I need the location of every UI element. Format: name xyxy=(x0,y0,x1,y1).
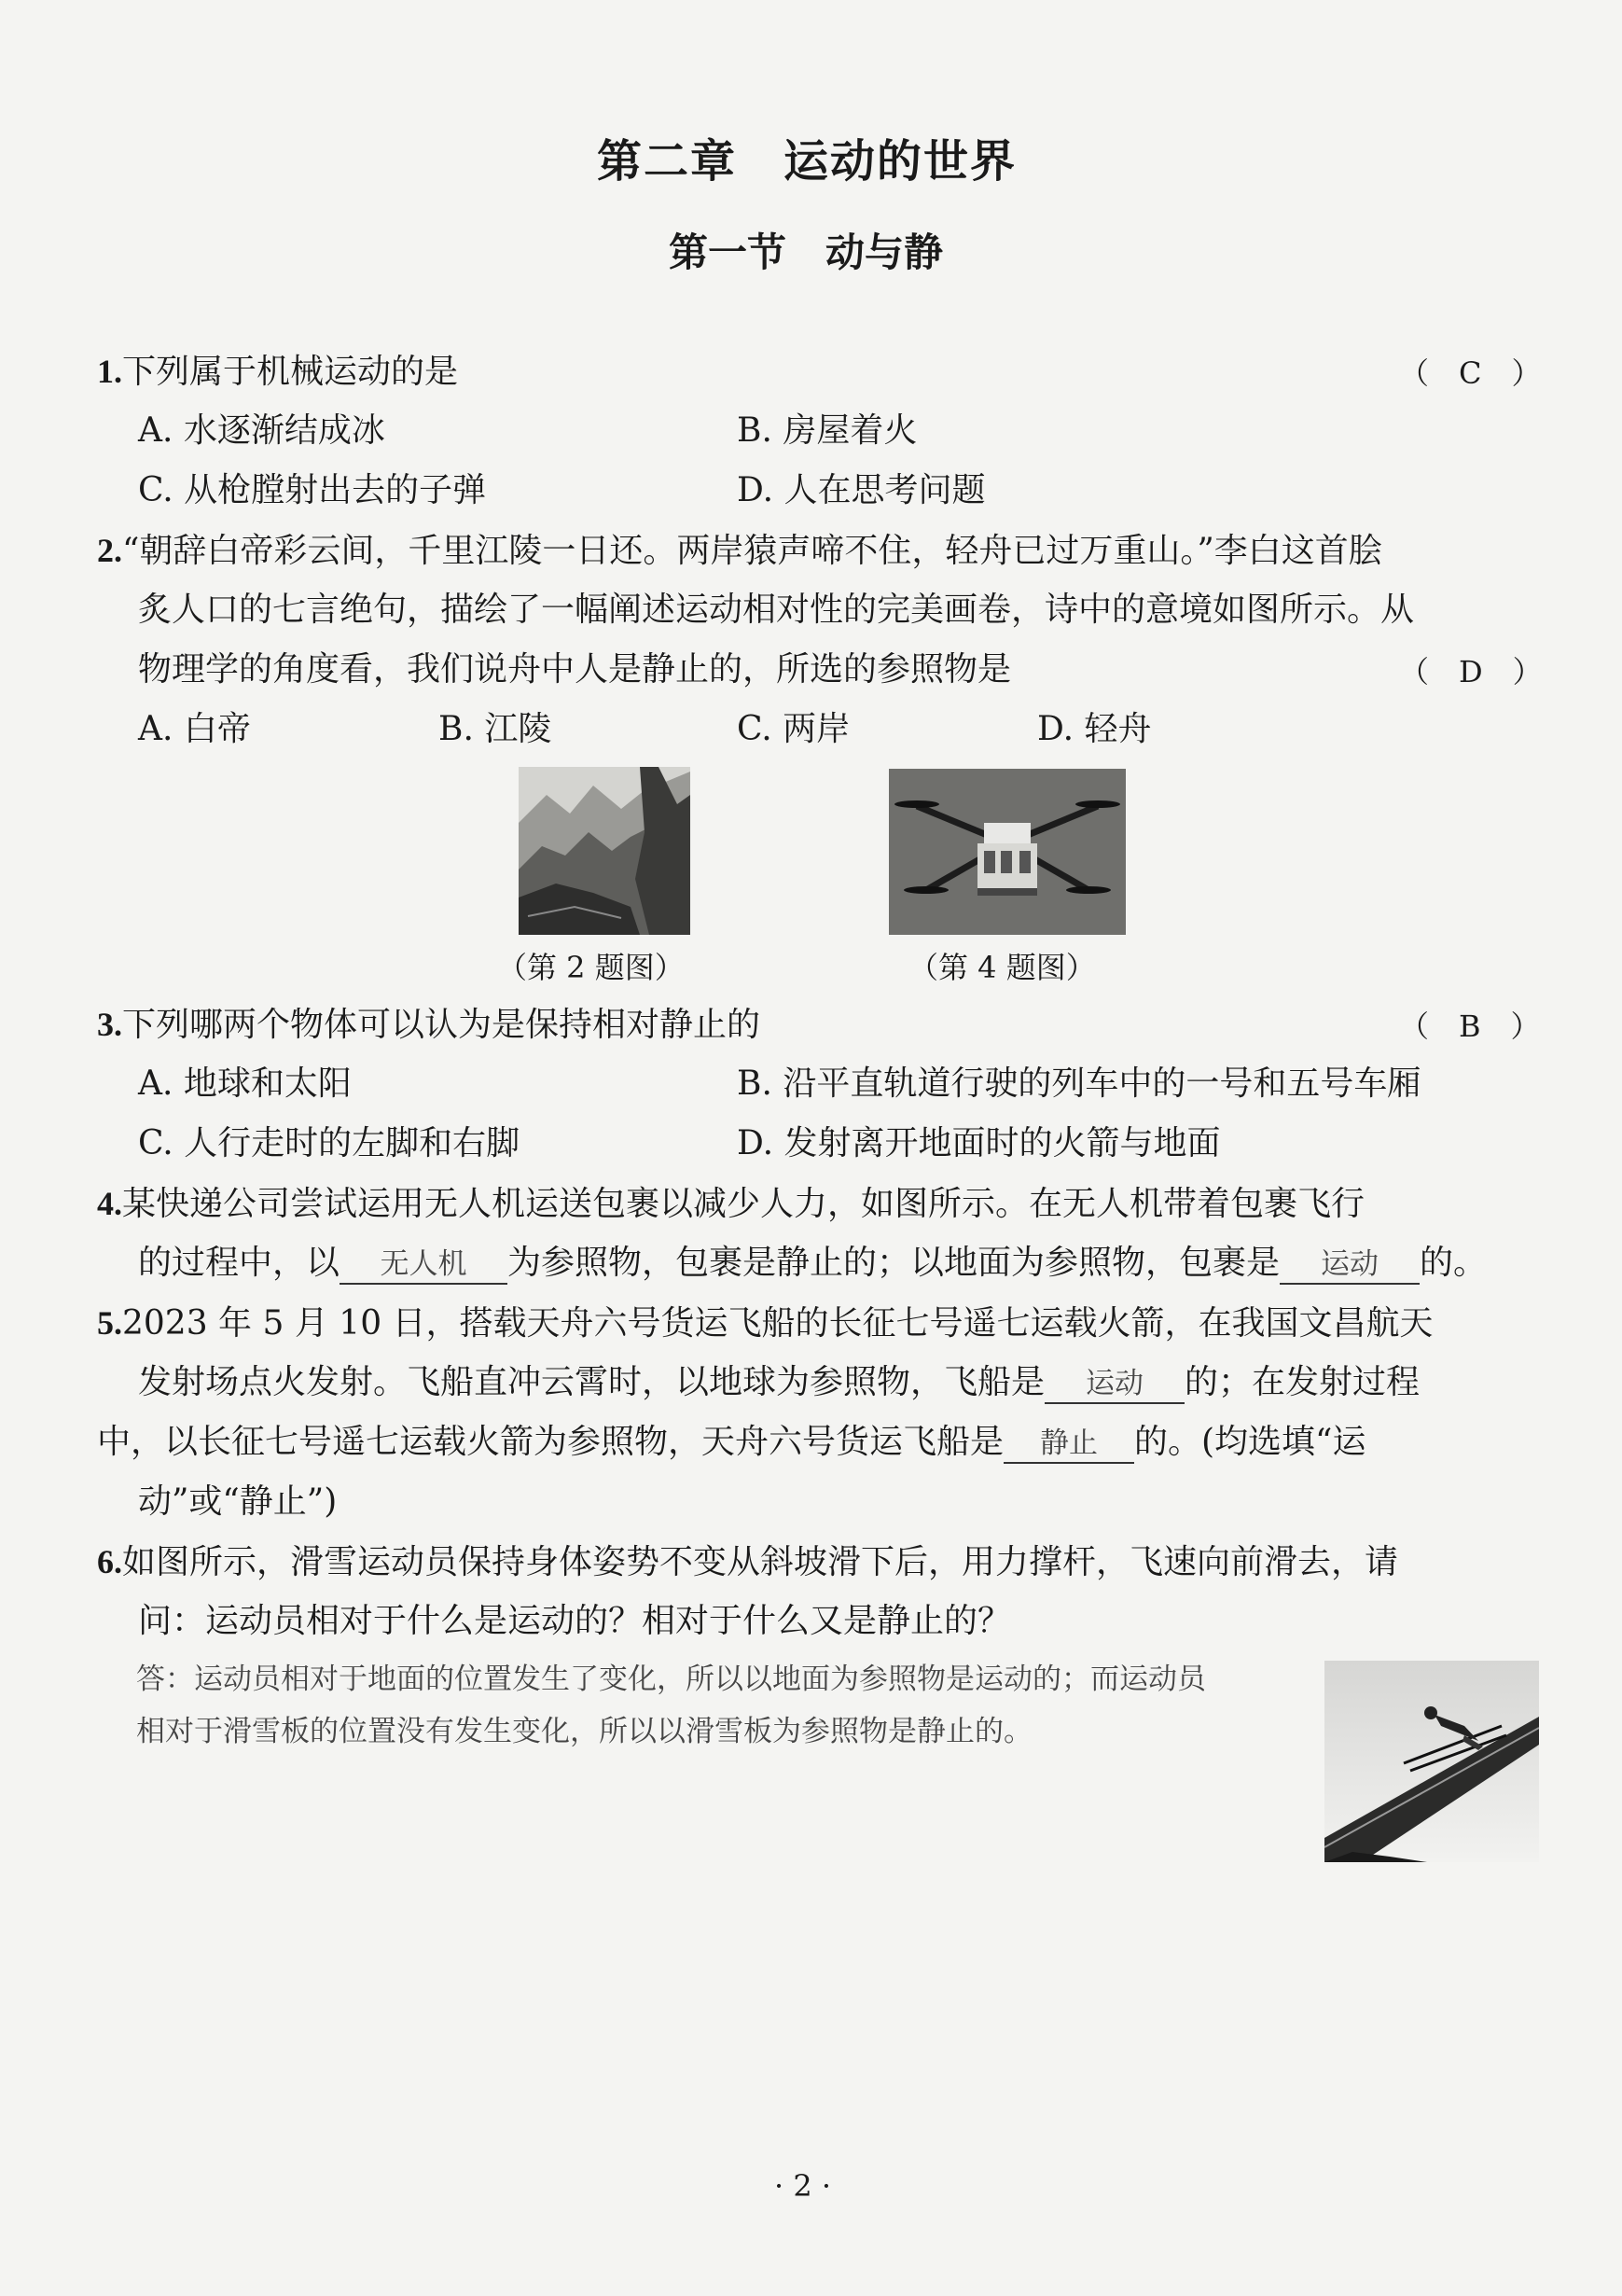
figure-2-caption: （第 2 题图） xyxy=(497,950,685,985)
q1-option-a: A. 水逐渐结成冰 xyxy=(138,411,385,450)
q2-number: 2. xyxy=(97,532,122,569)
q2-option-c: C. 两岸 xyxy=(737,710,851,748)
q2-line-1: 2.“朝辞白帝彩云间，千里江陵一日还。两岸猿声啼不住，轻舟已过万重山。”李白这首脍 xyxy=(97,532,1382,570)
q4-number: 4. xyxy=(97,1185,122,1222)
q5-blank-2[interactable]: 静止 xyxy=(1004,1425,1134,1464)
q1-number: 1. xyxy=(97,353,122,390)
q3-stem: 3.下列哪两个物体可以认为是保持相对静止的 xyxy=(97,1006,761,1044)
q2-answer: （ D ） xyxy=(1399,654,1543,689)
q1-text: 下列属于机械运动的是 xyxy=(122,353,459,391)
q5-blank-1[interactable]: 运动 xyxy=(1045,1365,1185,1404)
section-title: 第一节 动与静 xyxy=(669,230,944,275)
q5-line-4: 动”或“静止”) xyxy=(138,1482,338,1521)
q2-line-2: 炙人口的七言绝句，描绘了一幅阐述运动相对性的完美画卷，诗中的意境如图所示。从 xyxy=(138,591,1415,629)
q5-line-2: 发射场点火发射。飞船直冲云霄时，以地球为参照物，飞船是 运动 的；在发射过程 xyxy=(138,1360,1420,1405)
ski-jumper-image xyxy=(1324,1661,1539,1862)
q4-blank-2[interactable]: 运动 xyxy=(1280,1245,1420,1285)
q1-stem xyxy=(97,349,458,395)
landscape-image xyxy=(519,767,690,935)
q1-option-b: B. 房屋着火 xyxy=(737,411,918,450)
figure-4-caption: （第 4 题图） xyxy=(908,950,1096,985)
q3-number: 3. xyxy=(97,1006,122,1043)
chapter-title: 第二章 运动的世界 xyxy=(597,135,1018,188)
q4-line-1: 4.某快递公司尝试运用无人机运送包裹以减少人力，如图所示。在无人机带着包裹飞行 xyxy=(97,1185,1366,1223)
q6-line-1: 6.如图所示，滑雪运动员保持身体姿势不变从斜坡滑下后，用力撑杆，飞速向前滑去，请 xyxy=(97,1543,1399,1581)
q5-line-3: 中，以长征七号遥七运载火箭为参照物，天舟六号货运飞船是 静止 的。(均选填“运 xyxy=(97,1420,1366,1465)
q4-blank-1[interactable]: 无人机 xyxy=(340,1245,507,1285)
q3-option-a: A. 地球和太阳 xyxy=(138,1065,352,1103)
q1-option-d: D. 人在思考问题 xyxy=(737,471,986,509)
q5-line-1: 5.2023 年 5 月 10 日，搭载天舟六号货运飞船的长征七号遥七运载火箭，在我国文昌航天 xyxy=(97,1304,1434,1343)
q3-option-b: B. 沿平直轨道行驶的列车中的一号和五号车厢 xyxy=(737,1065,1421,1103)
q6-number: 6. xyxy=(97,1543,122,1580)
q2-line-3: 物理学的角度看，我们说舟中人是静止的，所选的参照物是 xyxy=(138,650,1012,689)
q1-option-c: C. 从枪膛射出去的子弹 xyxy=(138,471,487,509)
q2-option-d: D. 轻舟 xyxy=(1037,710,1152,748)
q4-line-2: 的过程中，以 无人机 为参照物，包裹是静止的；以地面为参照物，包裹是 运动 的。 xyxy=(138,1241,1487,1286)
q5-number: 5. xyxy=(97,1304,122,1342)
page-number: · 2 · xyxy=(774,2168,832,2204)
q6-line-2: 问：运动员相对于什么是运动的？相对于什么又是静止的？ xyxy=(138,1602,1012,1640)
q6-answer-line-2: 相对于滑雪板的位置没有发生变化，所以以滑雪板为参照物是静止的。 xyxy=(136,1715,1033,1748)
q3-option-c: C. 人行走时的左脚和右脚 xyxy=(138,1124,520,1162)
drone-image xyxy=(889,769,1126,935)
q6-answer-line-1: 答：运动员相对于地面的位置发生了变化，所以以地面为参照物是运动的；而运动员 xyxy=(136,1663,1206,1696)
q3-option-d: D. 发射离开地面时的火箭与地面 xyxy=(737,1124,1221,1162)
q3-answer: （ B ） xyxy=(1399,1009,1541,1044)
q1-answer: （ C ） xyxy=(1399,355,1542,391)
q2-option-b: B. 江陵 xyxy=(438,710,552,748)
q2-option-a: A. 白帝 xyxy=(138,710,251,748)
